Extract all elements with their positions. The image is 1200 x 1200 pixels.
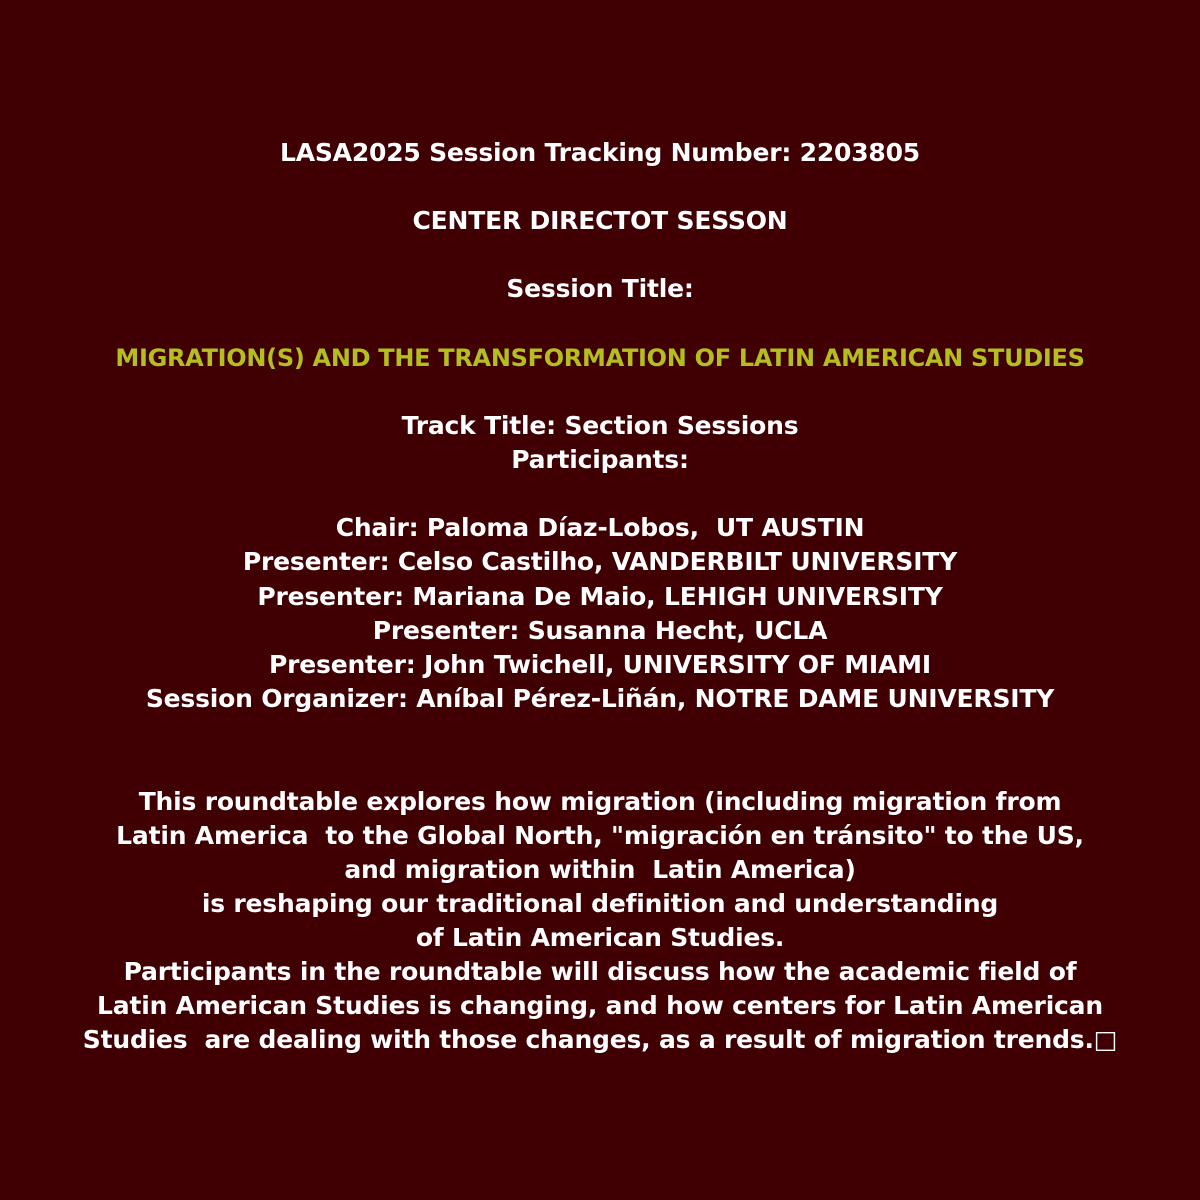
session-type: CENTER DIRECTOT SESSON bbox=[412, 206, 788, 235]
participant-organizer: Session Organizer: Aníbal Pérez-Liñán, NOTRE DAME UNIVERSITY bbox=[145, 684, 1055, 713]
tracking-number: LASA2025 Session Tracking Number: 2203805 bbox=[279, 138, 921, 167]
participant-presenter: Presenter: Celso Castilho, VANDERBILT UNIVERSITY bbox=[242, 547, 958, 576]
description-line: of Latin American Studies. bbox=[415, 923, 785, 952]
session-title: MIGRATION(S) AND THE TRANSFORMATION OF LATIN AMERICAN STUDIES bbox=[115, 344, 1085, 372]
participant-presenter: Presenter: Susanna Hecht, UCLA bbox=[372, 616, 828, 645]
track-title: Track Title: Section Sessions bbox=[401, 411, 799, 440]
description-line: and migration within Latin America) bbox=[344, 855, 856, 884]
description-line: Participants in the roundtable will discuss how the academic field of bbox=[123, 957, 1077, 986]
description-line: is reshaping our traditional definition and understanding bbox=[201, 889, 999, 918]
participants-label: Participants: bbox=[511, 445, 689, 474]
description-line: Latin American Studies is changing, and how centers for Latin American bbox=[97, 991, 1103, 1020]
participant-chair: Chair: Paloma Díaz-Lobos, UT AUSTIN bbox=[335, 513, 865, 542]
description-line: Studies are dealing with those changes, as a result of migration trends.□ bbox=[82, 1025, 1118, 1054]
participant-presenter: Presenter: Mariana De Maio, LEHIGH UNIVERSITY bbox=[257, 582, 943, 611]
description-line: Latin America to the Global North, "migración en tránsito" to the US, bbox=[116, 821, 1084, 850]
description-line: This roundtable explores how migration (including migration from bbox=[138, 787, 1062, 816]
session-title-label: Session Title: bbox=[506, 274, 694, 303]
participant-presenter: Presenter: John Twichell, UNIVERSITY OF MIAMI bbox=[269, 650, 931, 679]
